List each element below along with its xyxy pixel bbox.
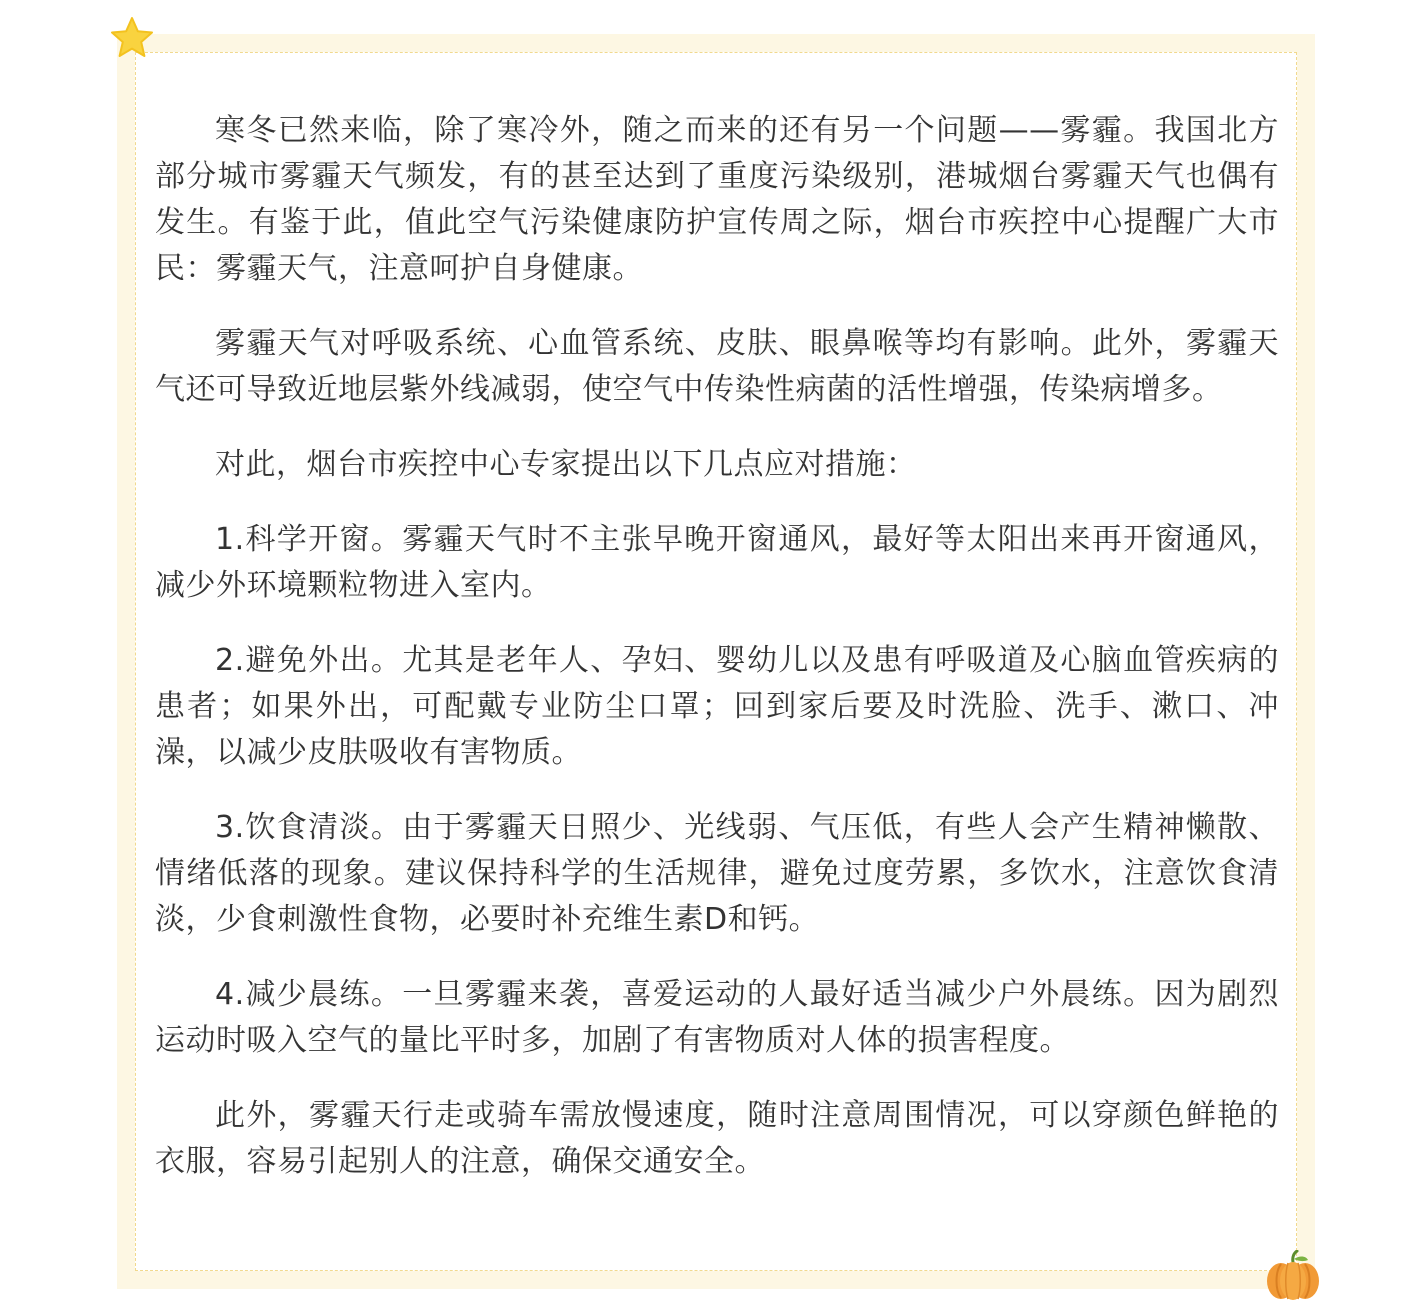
- article-card: [135, 52, 1297, 1271]
- decorative-frame: [117, 34, 1315, 1289]
- paragraph-intro: 寒冬已然来临，除了寒冷外，随之而来的还有另一个问题——雾霾。我国北方部分城市雾霾天气频发，有的甚至达到了重度污染级别，港城烟台雾霾天气也偶有发生。有鉴于此，值此空气污染健康防护宣传周之际，烟台市疾控中心提醒广大市民：雾霾天气，注意呵护自身健康。: [155, 113, 1279, 286]
- paragraph-conclusion: 此外，雾霾天行走或骑车需放慢速度，随时注意周围情况，可以穿颜色鲜艳的衣服，容易引起别人的注意，确保交通安全。: [155, 1098, 1279, 1179]
- paragraph-measures-intro: 对此，烟台市疾控中心专家提出以下几点应对措施：: [215, 447, 917, 482]
- article-body: [155, 108, 1279, 1214]
- paragraph-effects: 雾霾天气对呼吸系统、心血管系统、皮肤、眼鼻喉等均有影响。此外，雾霾天气还可导致近地层紫外线减弱，使空气中传染性病菌的活性增强，传染病增多。: [155, 326, 1279, 407]
- star-icon: [109, 16, 155, 60]
- paragraph-measure-2: 2.避免外出。尤其是老年人、孕妇、婴幼儿以及患有呼吸道及心脑血管疾病的患者；如果外出，可配戴专业防尘口罩；回到家后要及时洗脸、洗手、漱口、冲澡，以减少皮肤吸收有害物质。: [155, 643, 1279, 770]
- pumpkin-icon: [1264, 1250, 1322, 1302]
- paragraph-measure-4: 4.减少晨练。一旦雾霾来袭，喜爱运动的人最好适当减少户外晨练。因为剧烈运动时吸入空气的量比平时多，加剧了有害物质对人体的损害程度。: [155, 977, 1279, 1058]
- paragraph-measure-3: 3.饮食清淡。由于雾霾天日照少、光线弱、气压低，有些人会产生精神懒散、情绪低落的现象。建议保持科学的生活规律，避免过度劳累，多饮水，注意饮食清淡，少食刺激性食物，必要时补充维生素D和钙。: [155, 810, 1279, 937]
- paragraph-measure-1: 1.科学开窗。雾霾天气时不主张早晚开窗通风，最好等太阳出来再开窗通风，减少外环境颗粒物进入室内。: [155, 522, 1279, 603]
